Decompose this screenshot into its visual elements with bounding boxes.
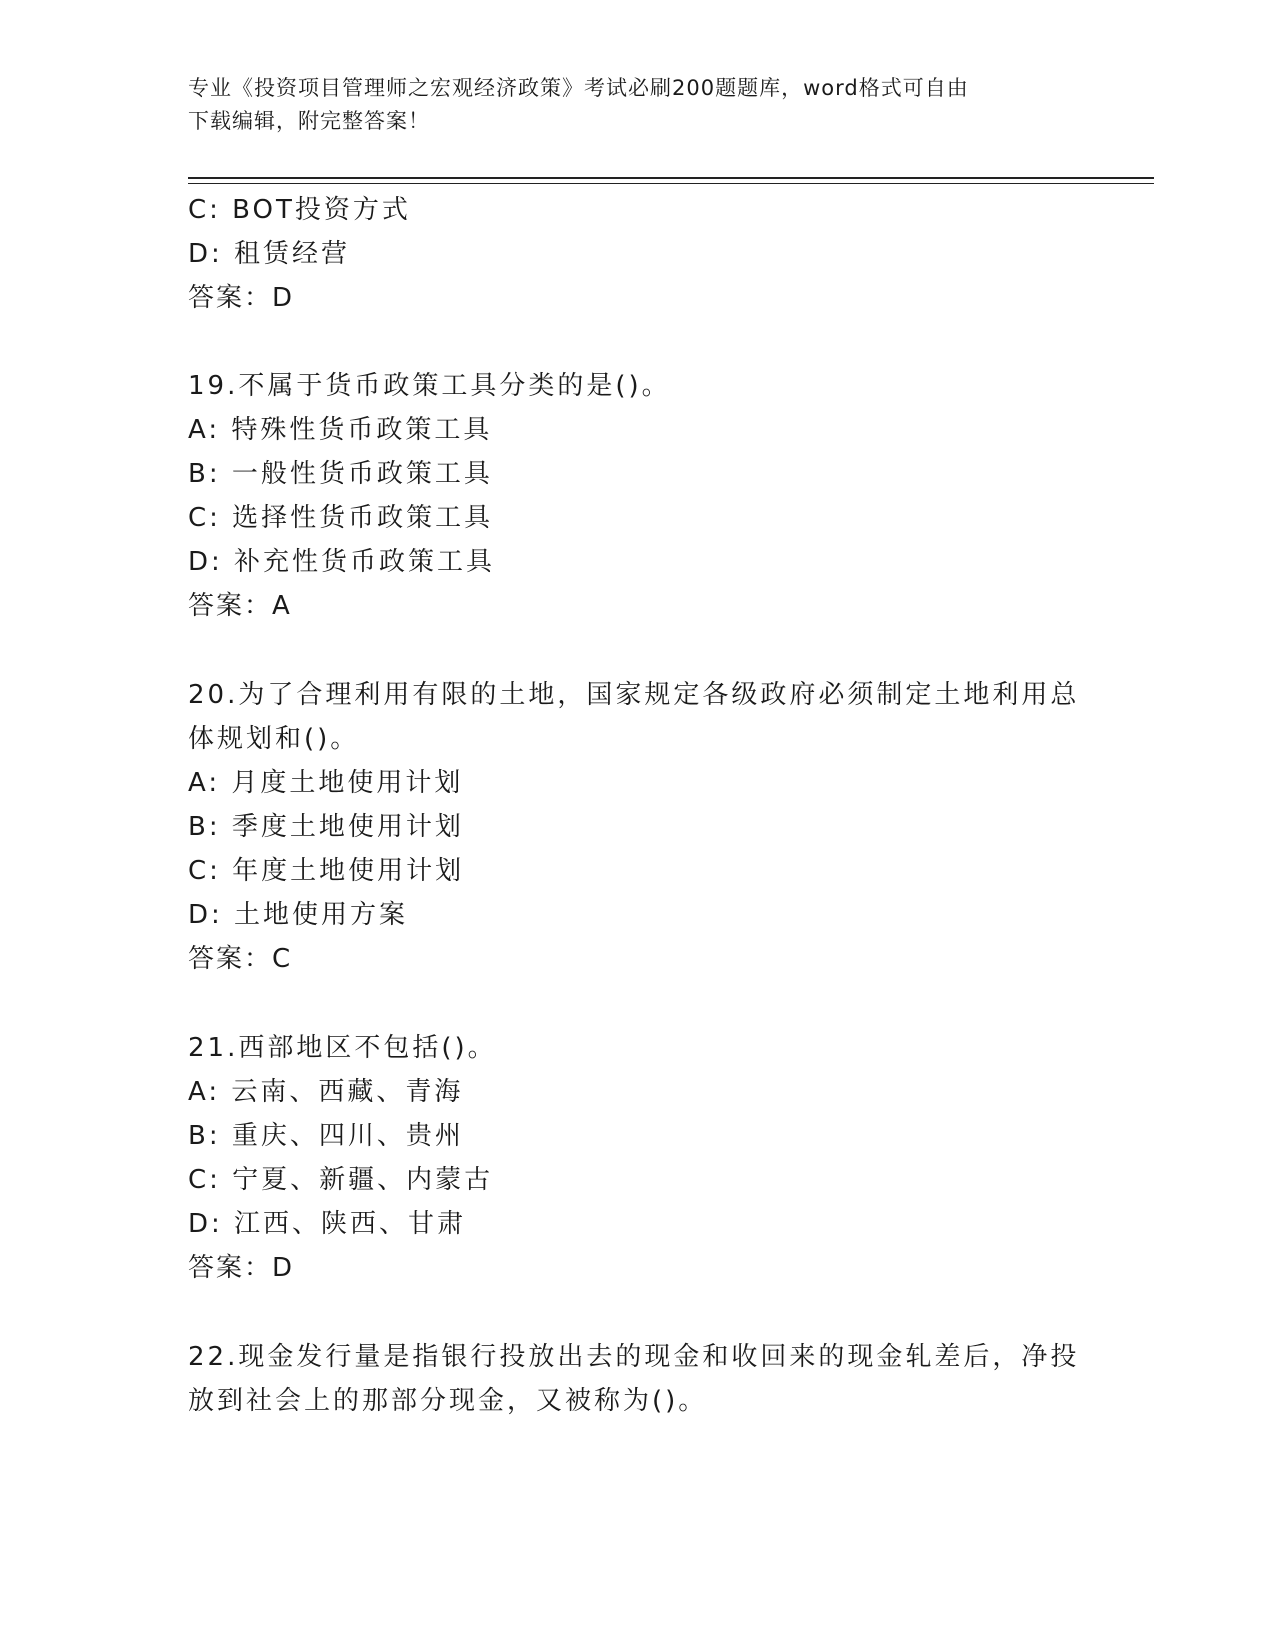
prev-option-c: C: BOT投资方式 xyxy=(188,195,411,225)
document-header xyxy=(188,72,1068,138)
q19-option-c: C: 选择性货币政策工具 xyxy=(188,503,494,533)
q22-stem-line-1: 22.现金发行量是指银行投放出去的现金和收回来的现金轧差后，净投 xyxy=(188,1342,1080,1372)
q21-stem: 21.西部地区不包括()。 xyxy=(188,1033,497,1063)
q20-option-a: A: 月度土地使用计划 xyxy=(188,768,464,798)
header-line-2: 下载编辑，附完整答案！ xyxy=(188,109,430,133)
q19-option-b: B: 一般性货币政策工具 xyxy=(188,459,493,489)
q22-stem-line-2: 放到社会上的那部分现金，又被称为()。 xyxy=(188,1386,708,1416)
q19-answer: 答案：A xyxy=(188,591,292,621)
q20-option-d: D: 土地使用方案 xyxy=(188,900,409,930)
q19-option-a: A: 特殊性货币政策工具 xyxy=(188,415,493,445)
q20-stem-line-1: 20.为了合理利用有限的土地，国家规定各级政府必须制定土地利用总 xyxy=(188,680,1080,710)
q19-stem: 19.不属于货币政策工具分类的是()。 xyxy=(188,371,671,401)
header-line-1: 专业《投资项目管理师之宏观经济政策》考试必刷200题题库，word格式可自由 xyxy=(188,76,969,100)
q21-option-b: B: 重庆、四川、贵州 xyxy=(188,1121,464,1151)
q20-stem-line-2: 体规划和()。 xyxy=(188,724,360,754)
prev-answer: 答案：D xyxy=(188,283,295,313)
q21-answer: 答案：D xyxy=(188,1253,295,1283)
q21-option-a: A: 云南、西藏、青海 xyxy=(188,1077,464,1107)
q20-option-b: B: 季度土地使用计划 xyxy=(188,812,464,842)
q19-option-d: D: 补充性货币政策工具 xyxy=(188,547,496,577)
q21-option-c: C: 宁夏、新疆、内蒙古 xyxy=(188,1165,494,1195)
prev-option-d: D: 租赁经营 xyxy=(188,239,351,269)
header-divider-thin xyxy=(188,183,1154,184)
header-divider-thick xyxy=(188,177,1154,179)
q20-answer: 答案：C xyxy=(188,944,293,974)
q20-option-c: C: 年度土地使用计划 xyxy=(188,856,465,886)
q21-option-d: D: 江西、陕西、甘肃 xyxy=(188,1209,467,1239)
